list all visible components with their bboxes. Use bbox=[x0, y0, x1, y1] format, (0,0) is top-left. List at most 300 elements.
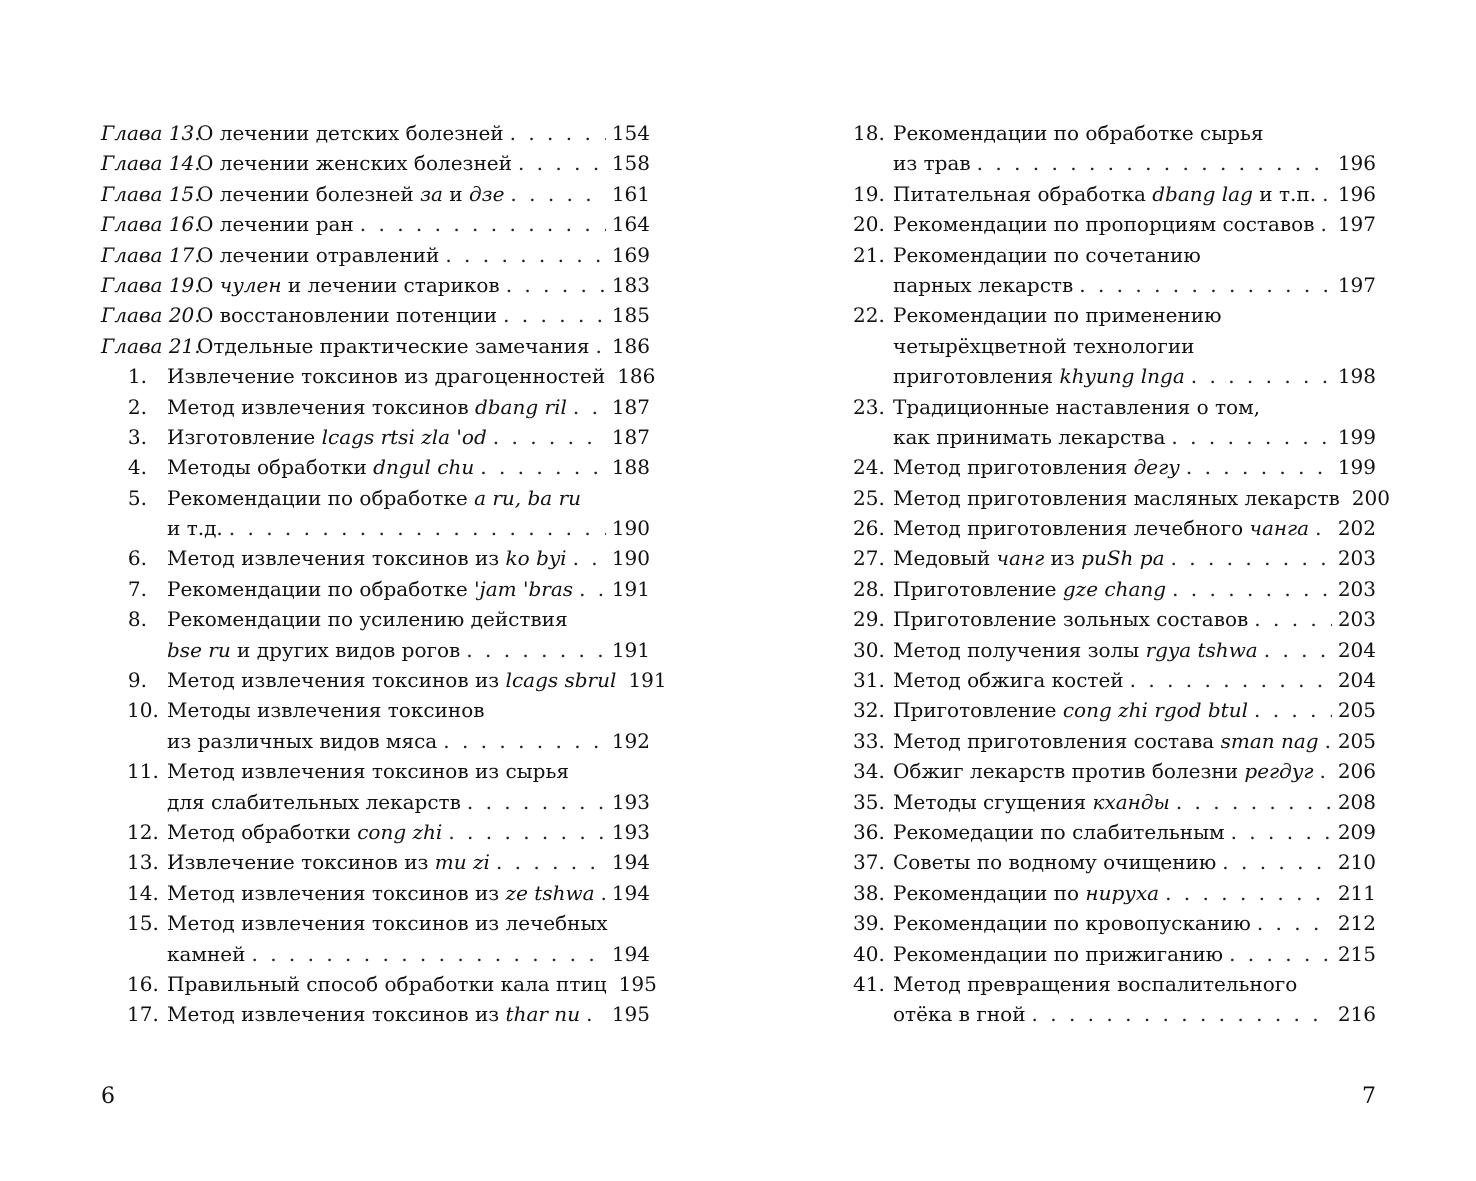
item-title: Метод обработки cong zhi bbox=[167, 819, 443, 844]
item-title: для слабительных лекарств bbox=[167, 789, 461, 814]
item-title: Метод извлечения токсинов из ze tshwa bbox=[167, 880, 595, 905]
dot-leader bbox=[1322, 179, 1332, 209]
page-ref: 186 bbox=[617, 364, 656, 389]
item-title: из трав bbox=[893, 151, 971, 176]
item-title: Метод извлечения токсинов из thar nu bbox=[167, 1002, 581, 1027]
toc-line bbox=[853, 179, 1376, 209]
toc-item-entry[interactable] bbox=[853, 574, 1376, 604]
toc-item-entry[interactable] bbox=[853, 635, 1376, 665]
item-title: Метод приготовления масляных лекарств bbox=[893, 485, 1340, 510]
toc-entry-label bbox=[127, 604, 568, 634]
item-number: 40. bbox=[853, 941, 885, 966]
item-number: 11. bbox=[127, 759, 159, 784]
dot-leader bbox=[496, 847, 606, 877]
dot-leader bbox=[1171, 422, 1331, 452]
page-ref: 203 bbox=[1337, 607, 1376, 632]
chapter-title: О чулен и лечении стариков bbox=[197, 272, 500, 297]
toc-chapter-entry[interactable] bbox=[101, 331, 650, 361]
toc-entry-label bbox=[127, 969, 607, 999]
toc-entry-label bbox=[853, 969, 1297, 999]
item-title: Методы обработки dngul chu bbox=[167, 455, 475, 480]
toc-entry-label bbox=[127, 422, 487, 452]
toc-line bbox=[101, 817, 650, 847]
toc-line bbox=[853, 908, 1376, 938]
toc-entry-label bbox=[853, 392, 1260, 422]
toc-entry-label bbox=[853, 665, 1124, 695]
toc-entry-label bbox=[893, 361, 1185, 391]
toc-item-entry[interactable] bbox=[853, 756, 1376, 786]
toc-entry-label bbox=[853, 878, 1159, 908]
toc-entry-label bbox=[853, 483, 1340, 513]
dot-leader bbox=[1315, 513, 1332, 543]
chapter-number: Глава 14. bbox=[101, 151, 201, 176]
toc-line bbox=[101, 695, 650, 725]
item-title: парных лекарств bbox=[893, 272, 1074, 297]
item-number: 7. bbox=[127, 576, 147, 601]
toc-item-entry[interactable] bbox=[853, 908, 1376, 938]
page-ref: 190 bbox=[611, 516, 650, 541]
toc-entry-label bbox=[127, 452, 474, 482]
item-number: 10. bbox=[127, 698, 159, 723]
toc-item-entry[interactable] bbox=[101, 969, 657, 999]
page-ref: 216 bbox=[1337, 1002, 1376, 1027]
item-title: Приготовление gze chang bbox=[893, 576, 1167, 601]
page-ref: 202 bbox=[1337, 516, 1376, 541]
item-title: Метод превращения воспалительного bbox=[893, 971, 1298, 996]
dot-leader bbox=[1176, 787, 1332, 817]
item-title: bse ru и других видов рогов bbox=[167, 637, 461, 662]
chapter-number: Глава 17. bbox=[101, 242, 201, 267]
toc-entry-label bbox=[893, 148, 971, 178]
toc-entry-label bbox=[167, 787, 461, 817]
toc-entry-label bbox=[853, 574, 1166, 604]
toc-line bbox=[853, 847, 1376, 877]
toc-item-entry[interactable] bbox=[853, 878, 1376, 908]
toc-entry-label bbox=[127, 756, 569, 786]
page-ref: 185 bbox=[611, 303, 650, 328]
toc-line bbox=[101, 513, 650, 543]
toc-entry-label bbox=[853, 635, 1258, 665]
item-number: 32. bbox=[853, 698, 885, 723]
item-number: 39. bbox=[853, 911, 885, 936]
page-ref: 192 bbox=[611, 728, 650, 753]
toc-line bbox=[853, 270, 1376, 300]
dot-leader bbox=[510, 118, 606, 148]
toc-chapter-entry[interactable] bbox=[101, 240, 650, 270]
item-title: Рекомендации по обработке a ru, ba ru bbox=[167, 485, 582, 510]
dot-leader bbox=[510, 179, 605, 209]
page-ref: 158 bbox=[611, 151, 650, 176]
item-number: 1. bbox=[127, 364, 147, 389]
chapter-title: Отдельные практические замечания bbox=[197, 333, 590, 358]
toc-entry-label bbox=[101, 270, 500, 300]
toc-item-entry[interactable] bbox=[853, 969, 1376, 1030]
item-number: 34. bbox=[853, 759, 885, 784]
toc-item-entry[interactable] bbox=[853, 787, 1376, 817]
toc-line bbox=[853, 604, 1376, 634]
toc-line bbox=[853, 817, 1376, 847]
toc-item-entry[interactable] bbox=[853, 604, 1376, 634]
toc-entry-label bbox=[127, 574, 573, 604]
toc-entry-label bbox=[853, 939, 1223, 969]
toc-chapter-entry[interactable] bbox=[101, 209, 650, 239]
toc-entry-label bbox=[853, 604, 1248, 634]
dot-leader bbox=[445, 240, 605, 270]
item-title: Рекомендации по сочетанию bbox=[893, 242, 1201, 267]
page-ref: 186 bbox=[611, 333, 650, 358]
page-ref: 209 bbox=[1337, 819, 1376, 844]
toc-line bbox=[853, 483, 1390, 513]
toc-line bbox=[101, 939, 650, 969]
item-title: Рекомендации по обработке 'jam 'bras bbox=[167, 576, 574, 601]
toc-line bbox=[101, 300, 650, 330]
toc-item-entry[interactable] bbox=[101, 543, 650, 573]
toc-chapter-entry[interactable] bbox=[101, 270, 650, 300]
toc-entry-label bbox=[167, 939, 245, 969]
toc-item-entry[interactable] bbox=[853, 726, 1376, 756]
toc-chapter-entry[interactable] bbox=[101, 300, 650, 330]
toc-item-entry[interactable] bbox=[853, 665, 1376, 695]
toc-entry-label bbox=[127, 878, 595, 908]
item-title: Метод приготовления состава sman nag bbox=[893, 728, 1319, 753]
item-title: как принимать лекарства bbox=[893, 424, 1166, 449]
toc-line bbox=[101, 665, 667, 695]
chapter-number: Глава 21. bbox=[101, 333, 201, 358]
item-title: приготовления khyung lnga bbox=[893, 364, 1185, 389]
item-title: Рекомендации по нируха bbox=[893, 880, 1160, 905]
page-ref: 195 bbox=[618, 971, 657, 996]
item-number: 13. bbox=[127, 850, 159, 875]
toc-item-entry[interactable] bbox=[853, 543, 1376, 573]
dot-leader bbox=[1032, 999, 1332, 1029]
toc-line bbox=[101, 543, 650, 573]
chapter-title: О лечении женских болезней bbox=[197, 151, 512, 176]
toc-line bbox=[101, 787, 650, 817]
item-number: 20. bbox=[853, 212, 885, 237]
dot-leader bbox=[360, 209, 606, 239]
toc-chapter-entry[interactable] bbox=[101, 148, 650, 178]
toc-item-entry[interactable] bbox=[101, 574, 650, 604]
dot-leader bbox=[480, 452, 606, 482]
toc-entry-label bbox=[167, 513, 223, 543]
toc-entry-label bbox=[893, 270, 1073, 300]
page-ref: 191 bbox=[611, 576, 650, 601]
toc-item-entry[interactable] bbox=[101, 908, 650, 969]
page-ref: 199 bbox=[1337, 424, 1376, 449]
item-title: Метод извлечения токсинов из лечебных bbox=[167, 911, 608, 936]
item-title: Метод извлечения токсинов из сырья bbox=[167, 759, 569, 784]
chapter-title: О восстановлении потенции bbox=[197, 303, 498, 328]
page-ref: 169 bbox=[611, 242, 650, 267]
dot-leader bbox=[493, 422, 606, 452]
page-ref: 164 bbox=[611, 212, 650, 237]
item-number: 24. bbox=[853, 455, 885, 480]
toc-item-entry[interactable] bbox=[101, 817, 650, 847]
dot-leader bbox=[518, 148, 606, 178]
toc-line bbox=[853, 726, 1376, 756]
toc-item-entry[interactable] bbox=[853, 240, 1376, 301]
toc-entry-label bbox=[893, 331, 1194, 361]
dot-leader bbox=[1325, 726, 1332, 756]
dot-leader bbox=[1130, 665, 1332, 695]
dot-leader bbox=[573, 543, 606, 573]
item-title: Советы по водному очищению bbox=[893, 850, 1217, 875]
page-ref: 211 bbox=[1337, 880, 1376, 905]
toc-item-entry[interactable] bbox=[853, 513, 1376, 543]
toc-entry-label bbox=[893, 422, 1165, 452]
page-ref: 191 bbox=[628, 668, 667, 693]
toc-entry-label bbox=[127, 665, 616, 695]
dot-leader bbox=[1186, 452, 1332, 482]
toc-entry-label bbox=[167, 726, 437, 756]
item-title: Метод обжига костей bbox=[893, 668, 1124, 693]
toc-entry-label bbox=[127, 392, 567, 422]
dot-leader bbox=[506, 270, 606, 300]
page-ref: 187 bbox=[611, 424, 650, 449]
toc-item-entry[interactable] bbox=[853, 179, 1376, 209]
toc-entry-label bbox=[853, 300, 1222, 330]
dot-leader bbox=[503, 300, 606, 330]
page-ref: 190 bbox=[611, 546, 650, 571]
item-number: 5. bbox=[127, 485, 147, 510]
toc-line bbox=[101, 422, 650, 452]
toc-line bbox=[101, 969, 657, 999]
dot-leader bbox=[1171, 543, 1332, 573]
toc-entry-label bbox=[127, 817, 442, 847]
toc-line bbox=[101, 574, 650, 604]
page-ref: 215 bbox=[1337, 941, 1376, 966]
item-title: Рекомедации по слабительным bbox=[893, 819, 1225, 844]
toc-item-entry[interactable] bbox=[853, 939, 1376, 969]
toc-item-entry[interactable] bbox=[101, 392, 650, 422]
item-title: и т.д. bbox=[167, 516, 223, 541]
toc-line bbox=[101, 452, 650, 482]
item-number: 28. bbox=[853, 576, 885, 601]
chapter-number: Глава 16. bbox=[101, 212, 201, 237]
toc-item-entry[interactable] bbox=[101, 422, 650, 452]
page-ref: 196 bbox=[1337, 181, 1376, 206]
page-ref: 195 bbox=[611, 1002, 650, 1027]
toc-line bbox=[853, 392, 1376, 422]
toc-entry-label bbox=[127, 483, 581, 513]
toc-entry-label bbox=[127, 543, 567, 573]
page-ref: 188 bbox=[611, 455, 650, 480]
item-title: Традиционные наставления о том, bbox=[893, 394, 1261, 419]
page-ref: 208 bbox=[1337, 789, 1376, 814]
toc-item-entry[interactable] bbox=[853, 695, 1376, 725]
dot-leader bbox=[1264, 635, 1332, 665]
item-number: 30. bbox=[853, 637, 885, 662]
item-number: 26. bbox=[853, 516, 885, 541]
toc-line bbox=[853, 665, 1376, 695]
page-ref: 191 bbox=[611, 637, 650, 662]
toc-entry-label bbox=[853, 787, 1170, 817]
chapter-number: Глава 13. bbox=[101, 121, 201, 145]
toc-line bbox=[101, 270, 650, 300]
dot-leader bbox=[229, 513, 606, 543]
page-ref: 193 bbox=[611, 789, 650, 814]
toc-entry-label bbox=[101, 118, 504, 148]
toc-line bbox=[853, 209, 1376, 239]
item-title: Медовый чанг из puSh pa bbox=[893, 546, 1165, 571]
dot-leader bbox=[596, 331, 606, 361]
toc-right-page bbox=[853, 118, 1390, 1030]
item-title: Рекомендации по обработке сырья bbox=[893, 121, 1264, 145]
toc-line bbox=[101, 148, 650, 178]
item-number: 17. bbox=[127, 1002, 159, 1027]
dot-leader bbox=[1229, 939, 1332, 969]
item-title: Метод извлечения токсинов dbang ril bbox=[167, 394, 567, 419]
item-number: 4. bbox=[127, 455, 147, 480]
toc-item-entry[interactable] bbox=[101, 483, 650, 544]
dot-leader bbox=[1079, 270, 1332, 300]
item-title: Извлечение токсинов из драгоценностей bbox=[167, 364, 606, 389]
toc-line bbox=[853, 969, 1376, 999]
item-number: 37. bbox=[853, 850, 885, 875]
page-ref: 203 bbox=[1337, 546, 1376, 571]
toc-item-entry[interactable] bbox=[853, 209, 1376, 239]
dot-leader bbox=[1320, 756, 1332, 786]
item-title: Приготовление cong zhi rgod btul bbox=[893, 698, 1248, 723]
toc-entry-label bbox=[853, 908, 1251, 938]
toc-entry-label bbox=[853, 513, 1309, 543]
toc-item-entry[interactable] bbox=[853, 300, 1376, 391]
dot-leader bbox=[448, 817, 605, 847]
toc-entry-label bbox=[101, 179, 504, 209]
toc-item-entry[interactable] bbox=[101, 847, 650, 877]
toc-item-entry[interactable] bbox=[101, 361, 656, 391]
toc-item-entry[interactable] bbox=[853, 118, 1376, 179]
item-title: камней bbox=[167, 941, 246, 966]
toc-line bbox=[853, 999, 1376, 1029]
toc-line bbox=[853, 635, 1376, 665]
toc-line bbox=[101, 604, 650, 634]
toc-line bbox=[853, 574, 1376, 604]
page-ref: 200 bbox=[1351, 485, 1390, 510]
toc-item-entry[interactable] bbox=[853, 483, 1390, 513]
page-ref: 204 bbox=[1337, 637, 1376, 662]
toc-line bbox=[101, 392, 650, 422]
item-number: 18. bbox=[853, 121, 885, 145]
page-ref: 210 bbox=[1337, 850, 1376, 875]
toc-line bbox=[853, 361, 1376, 391]
item-number: 8. bbox=[127, 607, 147, 632]
dot-leader bbox=[573, 392, 606, 422]
toc-line bbox=[853, 331, 1376, 361]
toc-item-entry[interactable] bbox=[101, 604, 650, 665]
dot-leader bbox=[1165, 878, 1332, 908]
item-number: 21. bbox=[853, 242, 885, 267]
page-ref: 205 bbox=[1337, 728, 1376, 753]
dot-leader bbox=[1320, 209, 1331, 239]
item-title: Обжиг лекарств против болезни регдуг bbox=[893, 759, 1314, 784]
toc-item-entry[interactable] bbox=[101, 665, 667, 695]
item-number: 2. bbox=[127, 394, 147, 419]
toc-item-entry[interactable] bbox=[853, 847, 1376, 877]
toc-entry-label bbox=[853, 240, 1201, 270]
dot-leader bbox=[579, 574, 606, 604]
toc-item-entry[interactable] bbox=[101, 756, 650, 817]
item-title: Правильный способ обработки кала птиц bbox=[167, 971, 607, 996]
toc-chapter-entry[interactable] bbox=[101, 118, 650, 148]
toc-line bbox=[853, 939, 1376, 969]
page-ref: 161 bbox=[611, 181, 650, 206]
item-title: Рекомендации по пропорциям составов bbox=[893, 212, 1315, 237]
toc-line bbox=[101, 209, 650, 239]
page-ref: 154 bbox=[611, 121, 650, 145]
toc-entry-label bbox=[853, 118, 1263, 148]
page-ref: 198 bbox=[1337, 364, 1376, 389]
dot-leader bbox=[977, 148, 1332, 178]
item-number: 6. bbox=[127, 546, 147, 571]
dot-leader bbox=[251, 939, 605, 969]
toc-entry-label bbox=[853, 209, 1314, 239]
item-title: Рекомендации по прижиганию bbox=[893, 941, 1224, 966]
toc-line bbox=[101, 756, 650, 786]
item-title: Метод извлечения токсинов из lcags sbrul bbox=[167, 668, 617, 693]
toc-entry-label bbox=[853, 179, 1316, 209]
chapter-title: О лечении болезней за и дзе bbox=[197, 181, 505, 206]
toc-line bbox=[853, 787, 1376, 817]
item-number: 14. bbox=[127, 880, 159, 905]
dot-leader bbox=[1257, 908, 1332, 938]
chapter-title: О лечении детских болезней bbox=[197, 121, 504, 145]
toc-line bbox=[101, 999, 650, 1029]
dot-leader bbox=[586, 999, 606, 1029]
toc-item-entry[interactable] bbox=[853, 452, 1376, 482]
toc-entry-label bbox=[101, 331, 590, 361]
toc-item-entry[interactable] bbox=[101, 452, 650, 482]
toc-line bbox=[101, 635, 650, 665]
toc-item-entry[interactable] bbox=[101, 695, 650, 756]
toc-entry-label bbox=[853, 452, 1180, 482]
chapter-number: Глава 15. bbox=[101, 181, 201, 206]
item-number: 9. bbox=[127, 668, 147, 693]
toc-line bbox=[853, 756, 1376, 786]
toc-line bbox=[101, 118, 650, 148]
toc-entry-label bbox=[853, 543, 1165, 573]
toc-line bbox=[853, 148, 1376, 178]
toc-entry-label bbox=[853, 756, 1314, 786]
toc-entry-label bbox=[167, 635, 460, 665]
toc-line bbox=[853, 543, 1376, 573]
item-number: 23. bbox=[853, 394, 885, 419]
item-title: Изготовление lcags rtsi zla 'od bbox=[167, 424, 487, 449]
toc-item-entry[interactable] bbox=[853, 392, 1376, 453]
dot-leader bbox=[1172, 574, 1332, 604]
dot-leader bbox=[443, 726, 606, 756]
toc-line bbox=[101, 908, 650, 938]
item-title: Рекомендации по кровопусканию bbox=[893, 911, 1251, 936]
toc-item-entry[interactable] bbox=[101, 999, 650, 1029]
toc-line bbox=[101, 179, 650, 209]
dot-leader bbox=[1254, 695, 1332, 725]
toc-entry-label bbox=[101, 148, 512, 178]
toc-item-entry[interactable] bbox=[853, 817, 1376, 847]
item-number: 19. bbox=[853, 181, 885, 206]
toc-chapter-entry[interactable] bbox=[101, 179, 650, 209]
dot-leader bbox=[1222, 847, 1332, 877]
item-title: Извлечение токсинов из mu zi bbox=[167, 850, 490, 875]
toc-line bbox=[101, 483, 650, 513]
toc-line bbox=[101, 726, 650, 756]
toc-line bbox=[853, 452, 1376, 482]
item-title: Рекомендации по применению bbox=[893, 303, 1222, 328]
item-number: 12. bbox=[127, 819, 159, 844]
toc-item-entry[interactable] bbox=[101, 878, 650, 908]
page-ref: 187 bbox=[611, 394, 650, 419]
page-ref: 197 bbox=[1337, 272, 1376, 297]
